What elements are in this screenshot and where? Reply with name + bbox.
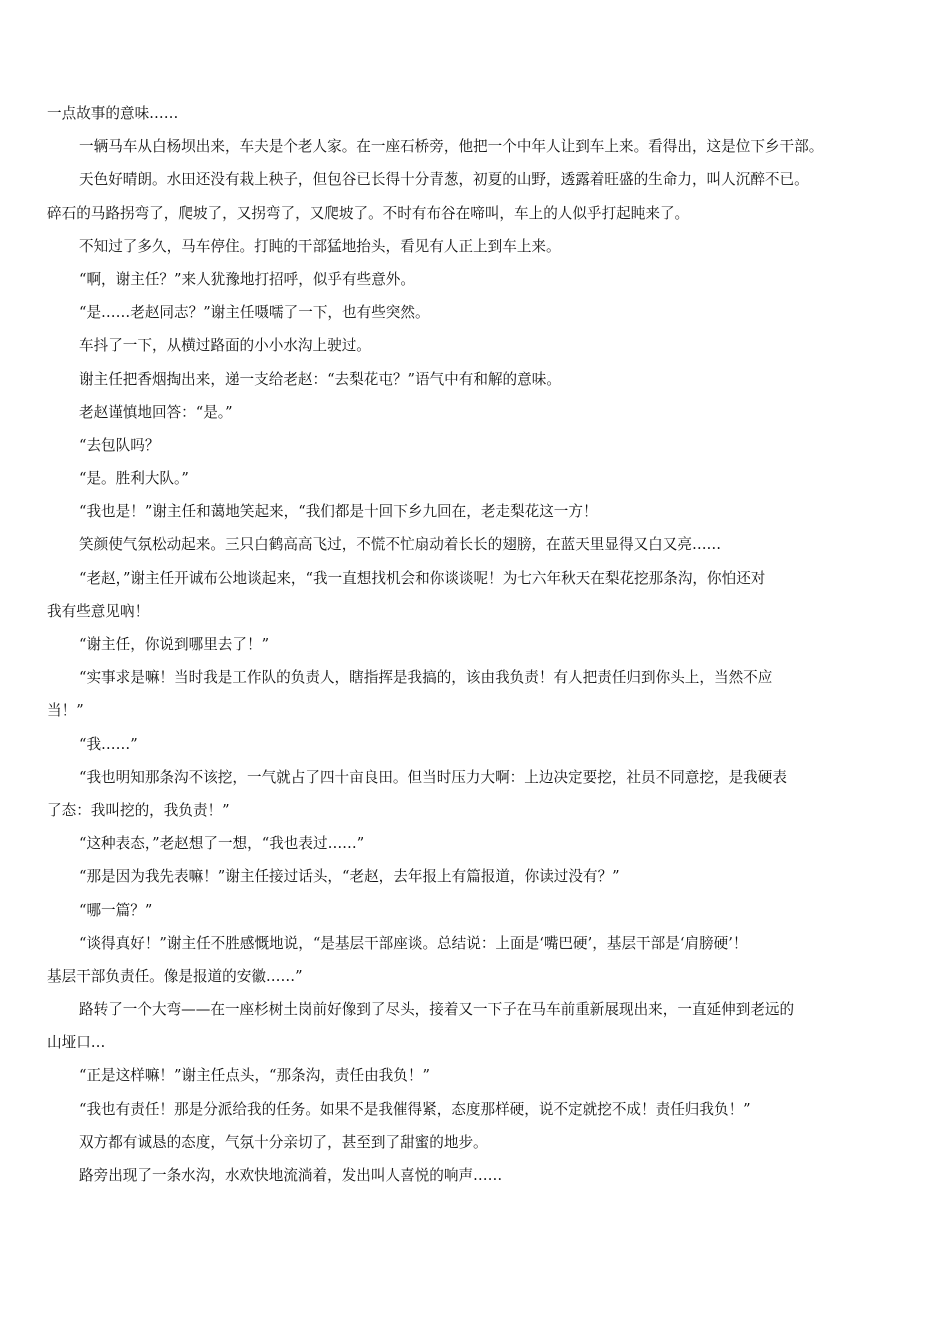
text-line: 一点故事的意味…… <box>47 105 179 122</box>
text-line: 我有些意见吶！ <box>47 602 150 620</box>
text-line: “正是这样嘛！”谢主任点头，“那条沟，责任由我负！” <box>79 1067 430 1085</box>
text-line: “是。胜利大队。” <box>79 470 189 488</box>
text-line: “我也是！”谢主任和蔼地笑起来，“我们都是十回下乡九回在，老走梨花这一方！ <box>79 503 598 521</box>
text-line: 不知过了多久，马车停住。打盹的干部猛地抬头，看见有人正上到车上来。 <box>79 237 561 255</box>
text-line: “谢主任，你说到哪里去了！” <box>79 636 270 653</box>
text-line: “谈得真好！”谢主任不胜感慨地说，“是基层干部座谈。总结说：上面是‘嘴巴硬’，基层干部是‘肩膀硬’！ <box>79 934 748 952</box>
text-line: “老赵，”谢主任开诚布公地谈起来，“我一直想找机会和你谈谈呢！为七六年秋天在梨花挖那条沟，你怕还对 <box>79 569 766 587</box>
text-line: “那是因为我先表嘛！”谢主任接过话头，“老赵，去年报上有篇报道，你读过没有？” <box>79 868 620 886</box>
text-line: 路转了一个大弯——在一座杉树土岗前好像到了尽头，接着又一下子在马车前重新展现出来，一直延伸到老远的 <box>79 1001 795 1019</box>
document-page <box>47 97 917 1192</box>
text-line: 了态：我叫挖的，我负责！” <box>47 801 230 819</box>
text-line: 车抖了一下，从横过路面的小小水沟上驶过。 <box>79 337 371 355</box>
text-line: “啊，谢主任？”来人犹豫地打招呼，似乎有些意外。 <box>79 270 415 288</box>
text-line: “这种表态，”老赵想了一想，“我也表过……” <box>79 835 365 853</box>
text-line: 双方都有诚恳的态度，气氛十分亲切了，甚至到了甜蜜的地步。 <box>79 1133 488 1151</box>
text-line: 谢主任把香烟掏出来，递一支给老赵：“去梨花屯？”语气中有和解的意味。 <box>79 370 561 388</box>
text-line: 笑颜使气氛松动起来。三只白鹤高高飞过，不慌不忙扇动着长长的翅膀，在蓝天里显得又白又亮…… <box>79 536 722 554</box>
text-line: “实事求是嘛！当时我是工作队的负责人，瞎指挥是我搞的，该由我负责！有人把责任归到你头上，当然不应 <box>79 669 773 687</box>
text-line: “去包队吗？ <box>79 436 160 454</box>
text-line: 当！” <box>47 702 84 720</box>
text-line: “我……” <box>79 735 138 753</box>
text-line: 天色好晴朗。水田还没有栽上秧子，但包谷已长得十分青葱，初夏的山野，透露着旺盛的生命力，叫人沉醉不已。 <box>79 171 809 189</box>
text-line: 老赵谨慎地回答：“是。” <box>79 403 233 421</box>
text-line: “我也有责任！那是分派给我的任务。如果不是我催得紧，态度那样硬，说不定就挖不成！责任归我负！” <box>79 1100 751 1118</box>
text-line: “哪一篇？” <box>79 901 153 919</box>
text-line: “我也明知那条沟不该挖，一气就占了四十亩良田。但当时压力大啊：上边决定要挖，社员不同意挖，是我硬表 <box>79 768 787 786</box>
text-line: “是……老赵同志？”谢主任嗫嚅了一下，也有些突然。 <box>79 304 430 322</box>
text-line: 基层干部负责任。像是报道的安徽……” <box>47 967 303 985</box>
text-line: 路旁出现了一条水沟，水欢快地流淌着，发出叫人喜悦的响声…… <box>79 1167 503 1184</box>
text-line: 一辆马车从白杨坝出来，车夫是个老人家。在一座石桥旁，他把一个中年人让到车上来。看得出，这是位下乡干部。 <box>79 138 824 156</box>
text-line: 山垭口… <box>47 1034 106 1052</box>
text-line: 碎石的马路拐弯了，爬坡了，又拐弯了，又爬坡了。不时有布谷在啼叫，车上的人似乎打起盹来了。 <box>47 204 690 222</box>
